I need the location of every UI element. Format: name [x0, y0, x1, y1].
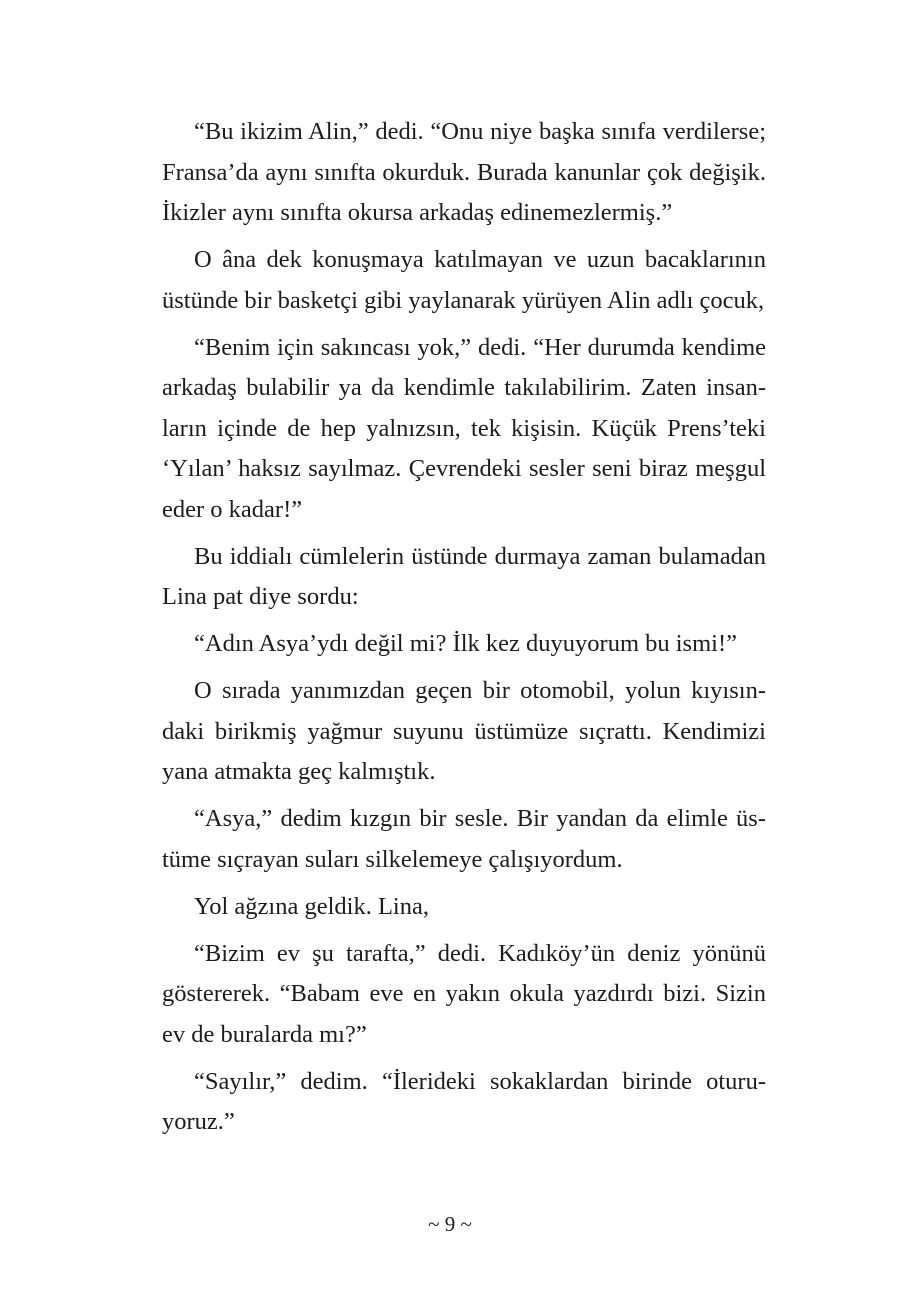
text-line: Lina pat diye sordu:	[162, 583, 359, 610]
text-line: “Asya,” dedim kızgın bir sesle. Bir yandan da elimle üs-	[194, 805, 766, 832]
text-line: ev de buralarda mı?”	[162, 1020, 367, 1048]
text-line: Fransa’da aynı sınıfta okurduk. Burada kanunlar çok değişik.	[162, 158, 766, 186]
text-line: yoruz.”	[162, 1108, 235, 1135]
text-line: ‘Yılan’ haksız sayılmaz. Çevrendeki sesler seni biraz meşgul	[162, 455, 766, 482]
text-line: üstünde bir basketçi gibi yaylanarak yürüyen Alin adlı çocuk,	[162, 286, 765, 314]
text-line: yana atmakta geç kalmıştık.	[162, 758, 436, 785]
text-line: İkizler aynı sınıfta okursa arkadaş edinemezlermiş.”	[162, 199, 673, 226]
text-line: “Adın Asya’ydı değil mi? İlk kez duyuyorum bu ismi!”	[194, 630, 737, 657]
paragraph-2	[162, 240, 766, 321]
paragraph-5	[162, 624, 766, 665]
text-line: Bu iddialı cümlelerin üstünde durmaya zaman bulamadan	[194, 542, 766, 570]
text-line: göstererek. “Babam eve en yakın okula yazdırdı bizi. Sizin	[162, 980, 766, 1007]
paragraph-1	[162, 112, 766, 234]
paragraph-3	[162, 328, 766, 531]
text-line: Yol ağzına geldik. Lina,	[194, 892, 429, 920]
text-line: eder o kadar!”	[162, 495, 303, 523]
paragraph-4	[162, 537, 766, 618]
text-line: O âna dek konuşmaya katılmayan ve uzun bacaklarının	[194, 246, 766, 273]
paragraph-7	[162, 799, 766, 880]
text-line: “Sayılır,” dedim. “İlerideki sokaklardan birinde oturu-	[194, 1067, 766, 1095]
text-line: arkadaş bulabilir ya da kendimle takılabilirim. Zaten insan-	[162, 374, 766, 401]
paragraph-10	[162, 1062, 766, 1143]
paragraph-6	[162, 671, 766, 793]
text-line: “Bu ikizim Alin,” dedi. “Onu niye başka sınıfa verdilerse;	[194, 118, 766, 145]
page-number: ~ 9 ~	[428, 1212, 472, 1236]
text-line: tüme sıçrayan suları silkelemeye çalışıyordum.	[162, 845, 623, 873]
text-line: ların içinde de hep yalnızsın, tek kişisin. Küçük Prens’teki	[162, 414, 766, 442]
body-text	[162, 112, 766, 1149]
text-line: “Bizim ev şu tarafta,” dedi. Kadıköy’ün deniz yönünü	[194, 939, 766, 967]
text-line: “Benim için sakıncası yok,” dedi. “Her durumda kendime	[194, 333, 766, 361]
paragraph-9	[162, 934, 766, 1056]
paragraph-8	[162, 887, 766, 928]
text-line: O sırada yanımızdan geçen bir otomobil, yolun kıyısın-	[194, 677, 766, 704]
text-line: daki birikmiş yağmur suyunu üstümüze sıçrattı. Kendimizi	[162, 717, 766, 745]
